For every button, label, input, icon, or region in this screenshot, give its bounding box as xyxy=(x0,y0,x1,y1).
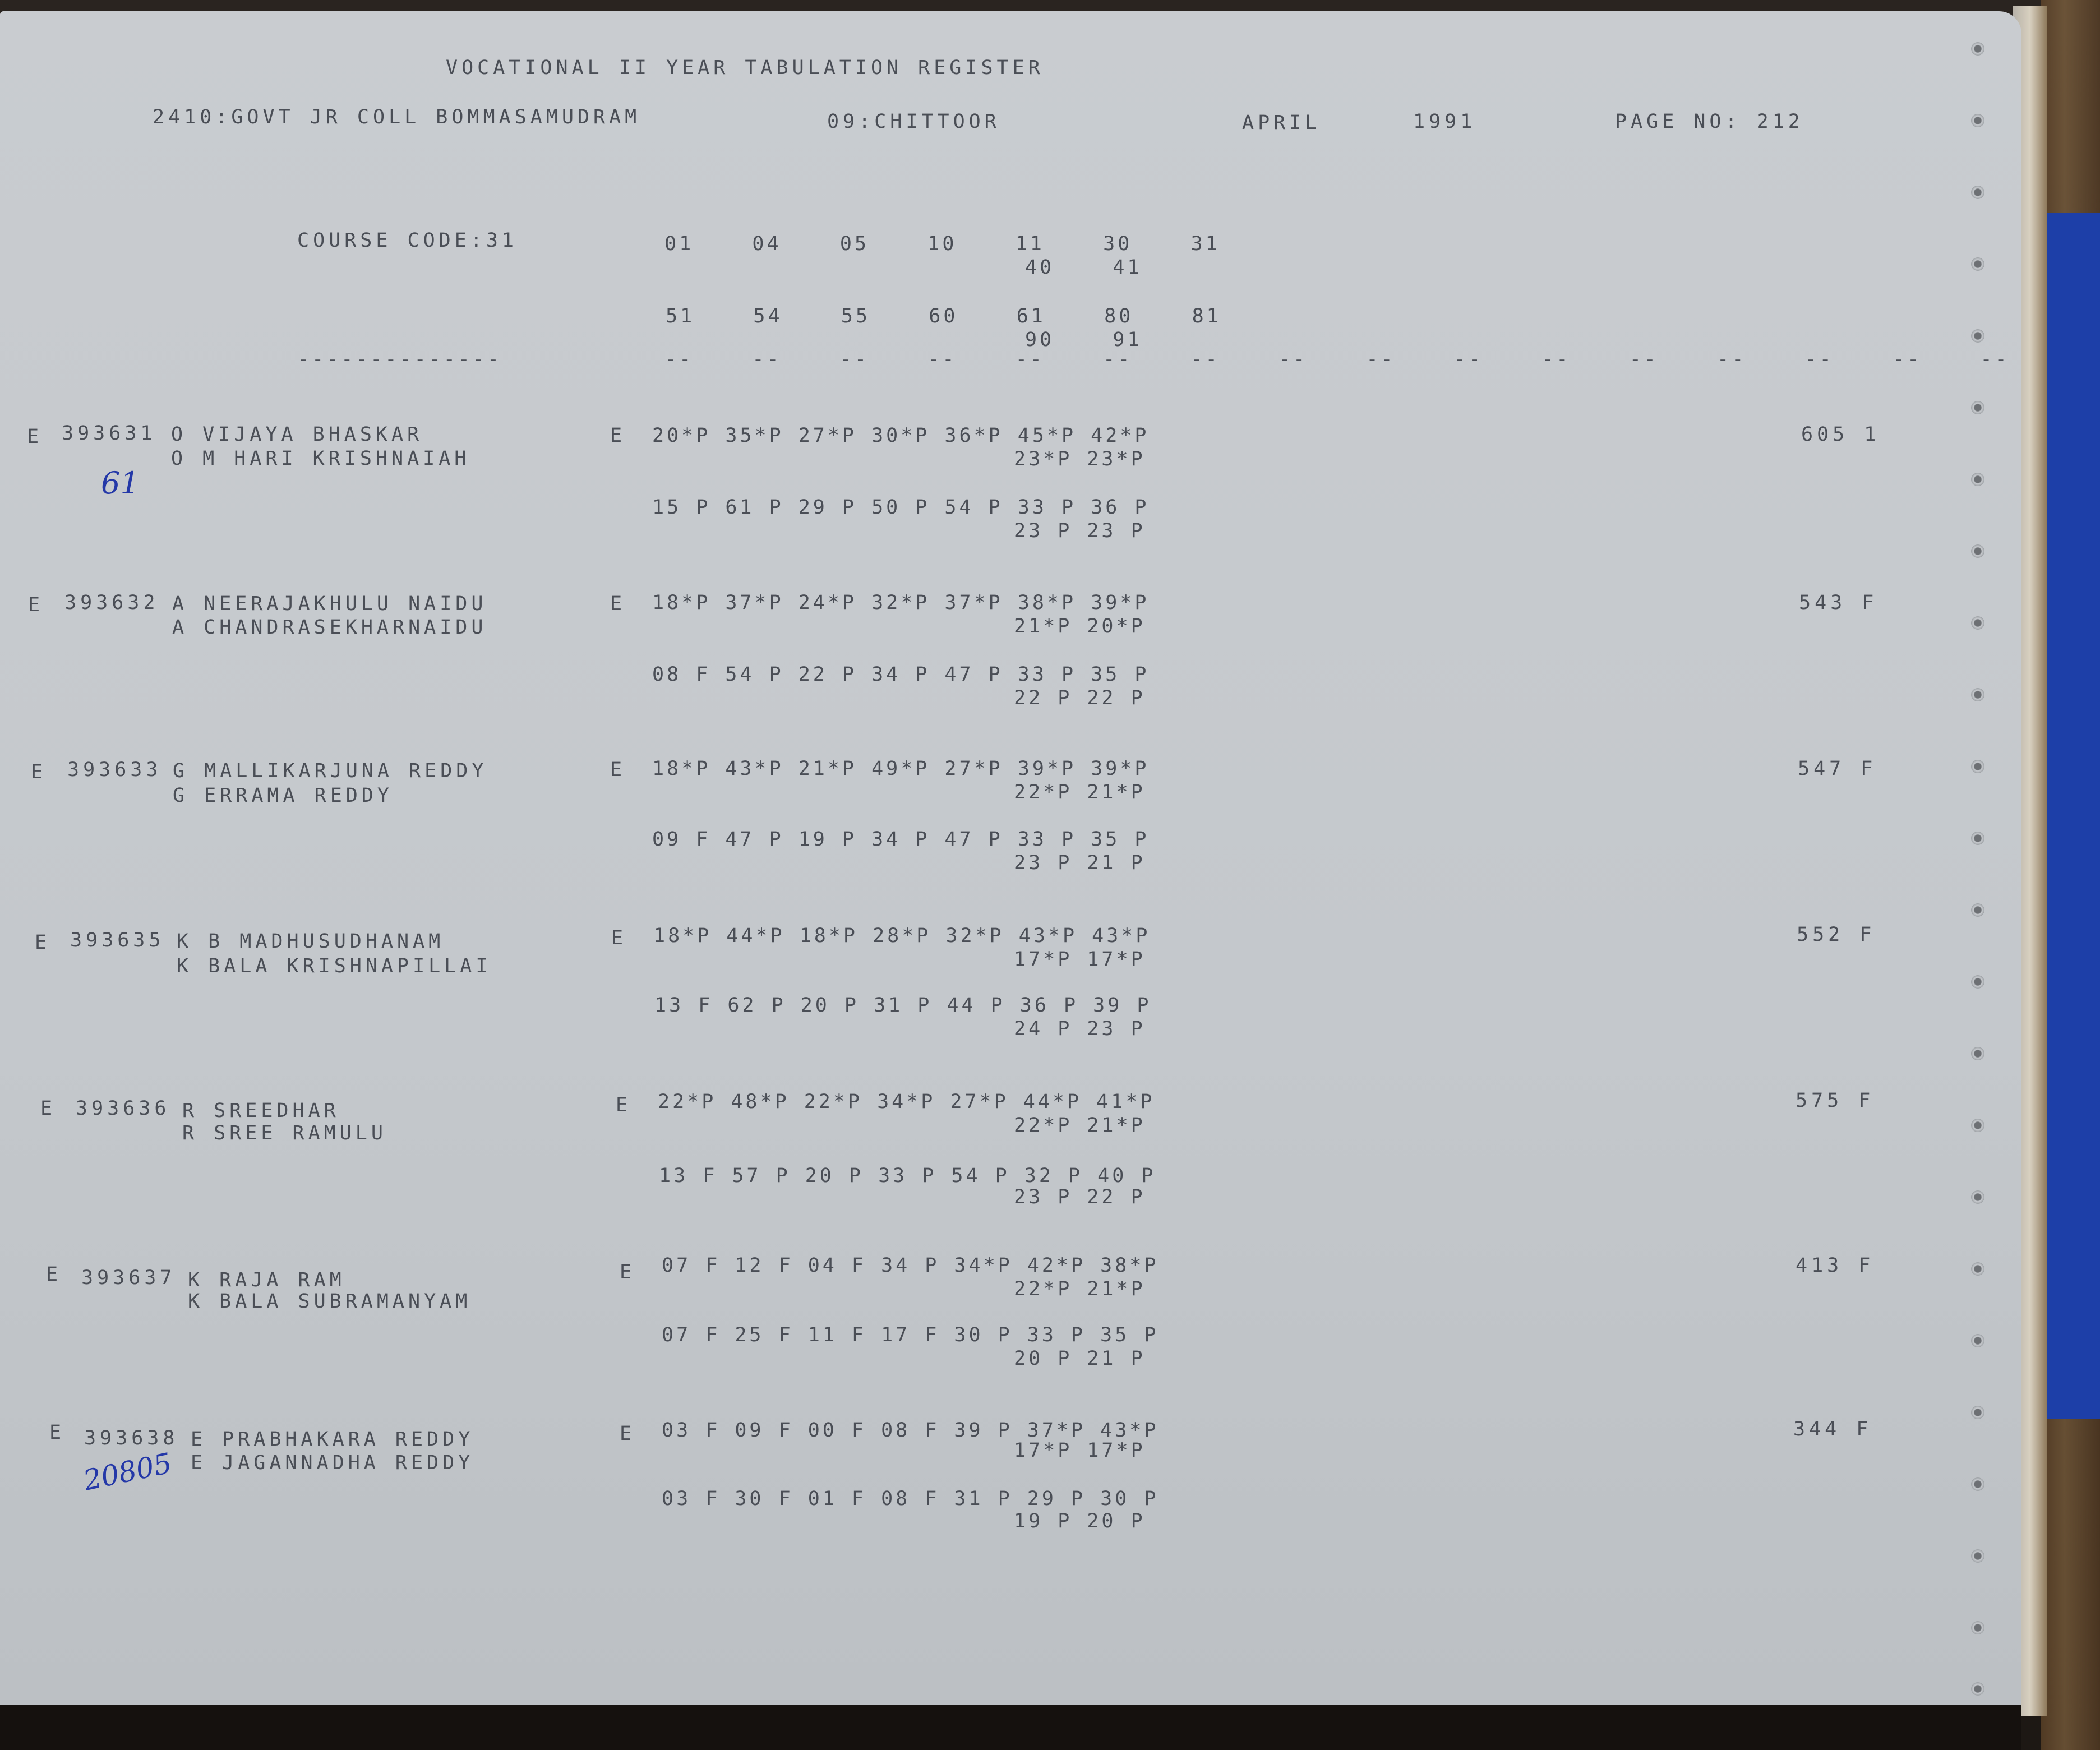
total-result: 344 F xyxy=(1793,1418,1872,1440)
father-name: K BALA KRISHNAPILLAI xyxy=(177,955,492,977)
total-result: 552 F xyxy=(1797,924,1876,946)
roll-number: 393633 xyxy=(67,759,162,781)
marks-row1: 22*P 48*P 22*P 34*P 27*P 44*P 41*P xyxy=(658,1091,1155,1113)
punch-hole-icon xyxy=(1971,760,1984,773)
punch-hole-icon xyxy=(1971,1047,1984,1060)
marks-row2b: 23 P 23 P xyxy=(1014,520,1146,542)
register-title: VOCATIONAL II YEAR TABULATION REGISTER xyxy=(446,57,1044,79)
marks-row1: 07 F 12 F 04 F 34 P 34*P 42*P 38*P xyxy=(662,1254,1159,1277)
page-bottom-shadow xyxy=(0,1705,2021,1750)
student-name: R SREEDHAR xyxy=(182,1100,340,1122)
student-name: E PRABHAKARA REDDY xyxy=(191,1428,474,1451)
subject-codes-row2b: 90 91 xyxy=(1025,329,1142,351)
record-flag: E xyxy=(28,594,44,616)
punch-hole-icon xyxy=(1971,401,1984,414)
punch-hole-icon xyxy=(1971,473,1984,486)
father-name: G ERRAMA REDDY xyxy=(173,784,394,807)
punch-hole-icon xyxy=(1971,1549,1984,1563)
course-code-label: COURSE CODE:31 xyxy=(297,229,518,252)
record-flag: E xyxy=(49,1421,66,1444)
marks-row1: 03 F 09 F 00 F 08 F 39 P 37*P 43*P xyxy=(662,1419,1159,1442)
record-flag: E xyxy=(27,426,43,448)
subject-codes-row1: 01 04 05 10 11 30 31 xyxy=(664,233,1220,255)
marks-row2b: 20 P 21 P xyxy=(1014,1347,1146,1370)
father-name: O M HARI KRISHNAIAH xyxy=(171,447,470,470)
marks-row2: 08 F 54 P 22 P 34 P 47 P 33 P 35 P xyxy=(652,663,1150,686)
total-result: 413 F xyxy=(1796,1254,1875,1277)
marks-row2b: 23 P 21 P xyxy=(1014,852,1146,874)
marks-row2b: 22 P 22 P xyxy=(1014,687,1146,709)
marks-row2: 03 F 30 F 01 F 08 F 31 P 29 P 30 P xyxy=(662,1488,1159,1510)
punch-hole-icon xyxy=(1971,1477,1984,1491)
punch-hole-icon xyxy=(1971,42,1984,56)
page-number: PAGE NO: 212 xyxy=(1615,110,1804,133)
punch-hole-icon xyxy=(1971,975,1984,989)
record-flag: E xyxy=(40,1097,57,1120)
father-name: E JAGANNADHA REDDY xyxy=(191,1452,474,1474)
marks-row1b: 22*P 21*P xyxy=(1014,1114,1146,1137)
district: 09:CHITTOOR xyxy=(827,110,1000,133)
total-result: 605 1 xyxy=(1801,423,1880,446)
marks-row2b: 24 P 23 P xyxy=(1014,1018,1146,1040)
handwritten-note: 20805 xyxy=(80,1447,175,1497)
college-name: 2410:GOVT JR COLL BOMMASAMUDRAM xyxy=(153,106,641,128)
marks-row1b: 17*P 17*P xyxy=(1014,1439,1146,1462)
header-underline-right: -- -- -- -- -- -- -- -- -- -- -- -- -- -- -- -- xyxy=(664,348,2010,371)
handwritten-note: 61 xyxy=(101,465,140,501)
punch-hole-icon xyxy=(1971,1262,1984,1276)
marks-row2: 07 F 25 F 11 F 17 F 30 P 33 P 35 P xyxy=(662,1324,1159,1346)
punch-hole-icon xyxy=(1971,1682,1984,1696)
student-name: A NEERAJAKHULU NAIDU xyxy=(172,593,487,615)
roll-number: 393631 xyxy=(62,422,156,445)
medium-flag: E xyxy=(610,424,626,447)
marks-row2b: 19 P 20 P xyxy=(1014,1510,1146,1532)
roll-number: 393632 xyxy=(64,592,159,614)
father-name: K BALA SUBRAMANYAM xyxy=(188,1290,472,1313)
header-underline-left: -------------- xyxy=(297,348,502,371)
total-result: 547 F xyxy=(1798,758,1877,780)
marks-row2b: 23 P 22 P xyxy=(1014,1186,1146,1208)
punch-hole-icon xyxy=(1971,257,1984,271)
marks-row2: 15 P 61 P 29 P 50 P 54 P 33 P 36 P xyxy=(652,496,1150,519)
record-flag: E xyxy=(46,1263,62,1286)
student-name: G MALLIKARJUNA REDDY xyxy=(173,760,488,782)
father-name: A CHANDRASEKHARNAIDU xyxy=(172,616,487,639)
marks-row1b: 21*P 20*P xyxy=(1014,615,1146,638)
punch-hole-icon xyxy=(1971,1406,1984,1419)
medium-flag: E xyxy=(620,1423,636,1445)
punch-hole-icon xyxy=(1971,1119,1984,1132)
roll-number: 393638 xyxy=(84,1427,179,1449)
student-name: K B MADHUSUDHANAM xyxy=(177,930,445,953)
punch-hole-icon xyxy=(1971,1190,1984,1204)
exam-month: APRIL xyxy=(1242,112,1321,134)
roll-number: 393637 xyxy=(81,1267,176,1289)
marks-row2: 13 F 57 P 20 P 33 P 54 P 32 P 40 P xyxy=(659,1165,1156,1187)
punch-hole-icon xyxy=(1971,1334,1984,1347)
punch-hole-icon xyxy=(1971,903,1984,917)
punch-hole-icon xyxy=(1971,329,1984,343)
subject-codes-row2: 51 54 55 60 61 80 81 xyxy=(666,305,1221,327)
punch-hole-icon xyxy=(1971,616,1984,630)
punch-hole-icon xyxy=(1971,114,1984,127)
marks-row2: 13 F 62 P 20 P 31 P 44 P 36 P 39 P xyxy=(654,994,1152,1017)
punch-hole-icon xyxy=(1971,186,1984,199)
total-result: 543 F xyxy=(1799,592,1878,614)
marks-row1b: 17*P 17*P xyxy=(1014,948,1146,971)
marks-row1b: 22*P 21*P xyxy=(1014,781,1146,804)
marks-row1: 20*P 35*P 27*P 30*P 36*P 45*P 42*P xyxy=(652,424,1150,447)
marks-row1: 18*P 44*P 18*P 28*P 32*P 43*P 43*P xyxy=(653,925,1151,947)
medium-flag: E xyxy=(610,759,626,781)
marks-row1b: 22*P 21*P xyxy=(1014,1278,1146,1300)
record-flag: E xyxy=(35,931,51,954)
total-result: 575 F xyxy=(1796,1089,1875,1112)
marks-row2: 09 F 47 P 19 P 34 P 47 P 33 P 35 P xyxy=(652,828,1150,851)
punch-hole-icon xyxy=(1971,832,1984,845)
student-name: K RAJA RAM xyxy=(188,1269,345,1291)
exam-year: 1991 xyxy=(1413,110,1476,133)
father-name: R SREE RAMULU xyxy=(182,1122,387,1144)
roll-number: 393635 xyxy=(70,929,165,952)
subject-codes-row1b: 40 41 xyxy=(1025,256,1142,279)
student-name: O VIJAYA BHASKAR xyxy=(171,423,423,446)
marks-row1: 18*P 43*P 21*P 49*P 27*P 39*P 39*P xyxy=(652,758,1150,780)
roll-number: 393636 xyxy=(76,1097,170,1120)
marks-row1: 18*P 37*P 24*P 32*P 37*P 38*P 39*P xyxy=(652,592,1150,614)
punch-hole-icon xyxy=(1971,688,1984,701)
record-flag: E xyxy=(31,761,47,783)
marks-row1b: 23*P 23*P xyxy=(1014,448,1146,470)
binder-blue-tape xyxy=(2041,213,2100,1419)
medium-flag: E xyxy=(620,1261,636,1283)
punch-hole-icon xyxy=(1971,1621,1984,1634)
medium-flag: E xyxy=(611,927,627,949)
medium-flag: E xyxy=(616,1094,632,1116)
punch-hole-icon xyxy=(1971,544,1984,558)
medium-flag: E xyxy=(610,593,626,615)
